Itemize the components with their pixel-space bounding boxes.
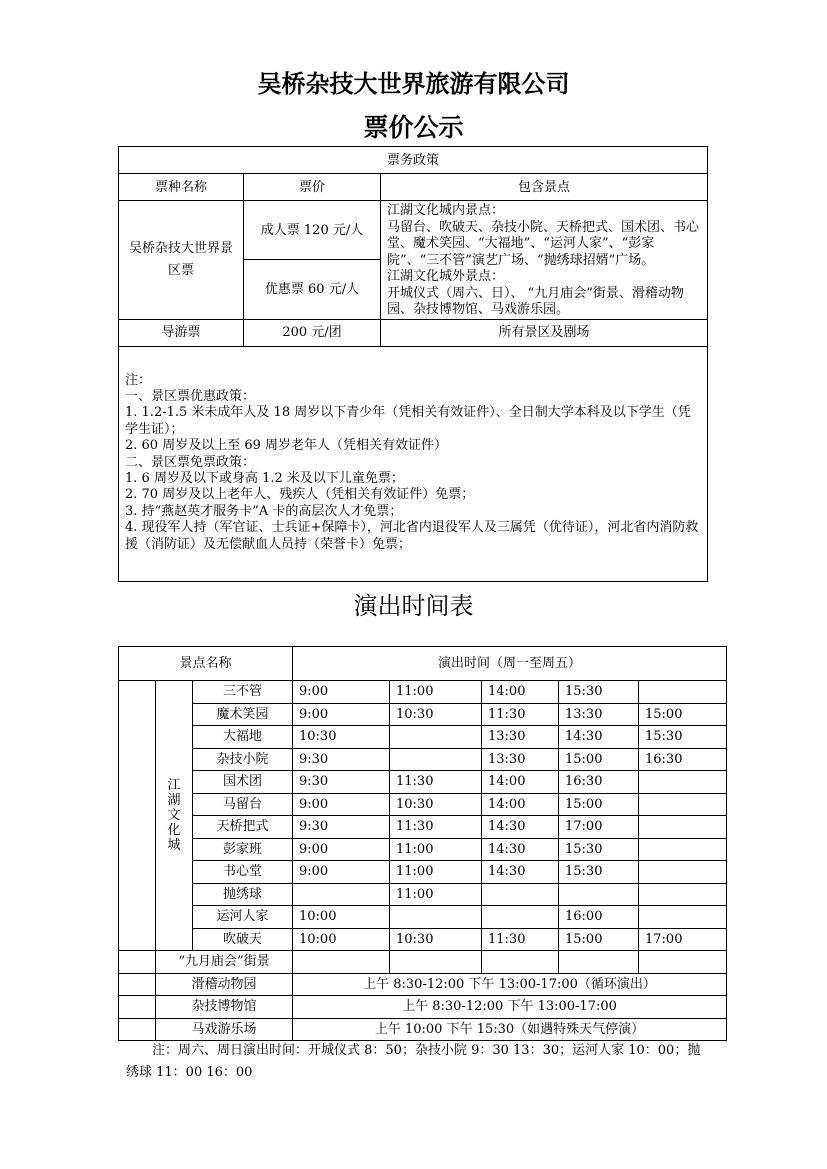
venue-name: 杂技博物馆 [156, 996, 293, 1019]
time-cell: 10:00 [293, 928, 390, 951]
time-cell: 11:30 [482, 703, 559, 726]
time-cell: 16:30 [559, 771, 639, 794]
time-cell: 上午 10:00 下午 15:30（如遇特殊天气停演） [293, 1018, 727, 1041]
col-price: 票价 [244, 174, 381, 201]
note-line: 3. 持“燕赵英才服务卡”A 卡的高层次人才免票； [125, 503, 403, 519]
time-cell: 16:00 [559, 906, 639, 929]
time-cell: 14:00 [482, 681, 559, 704]
schedule-row [119, 906, 727, 929]
includes-line: 马留台、吹破天、杂技小院、天桥把式、国术团、书心堂、魔术笑园、“大福地”、“运河人家”、“彭家院”、“三不管”演艺广场、“抛绣球招婿”广场。 [387, 219, 700, 268]
time-cell: 15:00 [559, 928, 639, 951]
time-cell: 10:30 [390, 928, 482, 951]
time-cell: 11:00 [390, 883, 482, 906]
col-ticket-type: 票种名称 [119, 174, 244, 201]
schedule-table [118, 646, 727, 1041]
time-cell [559, 883, 639, 906]
time-cell [639, 861, 727, 884]
time-cell [639, 883, 727, 906]
scenic-includes [381, 201, 708, 320]
venue-name: 马戏游乐场 [156, 1018, 293, 1041]
time-cell: 11:30 [482, 928, 559, 951]
time-cell [559, 951, 639, 974]
area-name: 江 湖 文 化 城 [156, 681, 193, 951]
time-cell: 11:00 [390, 838, 482, 861]
time-cell: 15:00 [639, 703, 727, 726]
time-cell: 9:30 [293, 771, 390, 794]
schedule-row [119, 681, 727, 704]
time-cell [390, 748, 482, 771]
time-cell: 上午 8:30-12:00 下午 13:00-17:00（循环演出） [293, 973, 727, 996]
time-cell [639, 681, 727, 704]
policy-header: 票务政策 [119, 147, 708, 174]
time-cell [293, 883, 390, 906]
time-cell [390, 906, 482, 929]
time-cell: 14:00 [482, 771, 559, 794]
time-cell: 15:00 [559, 793, 639, 816]
time-cell: 14:30 [482, 816, 559, 839]
schedule-row [119, 793, 727, 816]
time-cell: 13:30 [482, 726, 559, 749]
includes-line: 开城仪式（周六、日）、 “九月庙会”街景、滑稽动物园、杂技博物馆、马戏游乐园。 [387, 285, 684, 317]
time-cell: 15:30 [559, 681, 639, 704]
includes-line: 江湖文化城内景点： [387, 203, 505, 218]
scenic-ticket-name: 吴桥杂技大世界景区票 [119, 201, 244, 320]
venue-name: 大福地 [193, 726, 293, 749]
time-cell [639, 771, 727, 794]
guide-ticket-includes: 所有景区及剧场 [381, 319, 708, 346]
ticket-price-table [118, 146, 708, 582]
time-cell: 9:30 [293, 748, 390, 771]
venue-name: 吹破天 [193, 928, 293, 951]
time-cell [482, 951, 559, 974]
guide-ticket-name: 导游票 [119, 319, 244, 346]
time-cell: 13:30 [559, 703, 639, 726]
notes [119, 346, 708, 581]
venue-name: 抛绣球 [193, 883, 293, 906]
time-cell: 10:00 [293, 906, 390, 929]
time-cell [639, 816, 727, 839]
schedule-row [119, 703, 727, 726]
guide-ticket-price: 200 元/团 [244, 319, 381, 346]
time-cell: 9:00 [293, 793, 390, 816]
time-cell: 11:00 [390, 861, 482, 884]
note-line: 二、景区票免票政策： [125, 454, 256, 470]
schedule-row [119, 816, 727, 839]
note-line: 2. 70 周岁及以上老年人、残疾人（凭相关有效证件）免票； [125, 487, 475, 503]
schedule-row [119, 928, 727, 951]
includes-line: 江湖文化城外景点： [387, 269, 505, 284]
venue-name: 国术团 [193, 771, 293, 794]
time-cell: 9:00 [293, 861, 390, 884]
schedule-row [119, 838, 727, 861]
time-cell [639, 793, 727, 816]
col-showtimes: 演出时间（周一至周五） [293, 647, 727, 681]
time-cell: 9:00 [293, 681, 390, 704]
time-cell: 14:30 [482, 838, 559, 861]
time-cell [639, 906, 727, 929]
time-cell: 15:30 [639, 726, 727, 749]
time-cell: 14:30 [559, 726, 639, 749]
blank-cell [119, 973, 156, 996]
page-title: 票价公示 [363, 113, 464, 142]
time-cell: 上午 8:30-12:00 下午 13:00-17:00 [293, 996, 727, 1019]
time-cell [482, 906, 559, 929]
time-cell [639, 951, 727, 974]
time-cell: 15:30 [559, 861, 639, 884]
time-cell: 16:30 [639, 748, 727, 771]
time-cell: 11:00 [390, 681, 482, 704]
col-includes: 包含景点 [381, 174, 708, 201]
schedule-row [119, 861, 727, 884]
venue-name: 滑稽动物园 [156, 973, 293, 996]
blank-cell [119, 951, 156, 974]
blank-cell [119, 996, 156, 1019]
schedule-row [119, 748, 727, 771]
venue-name: 魔术笑园 [193, 703, 293, 726]
time-cell: 11:30 [390, 816, 482, 839]
note-line: 1. 6 周岁及以下或身高 1.2 米及以下儿童免票； [125, 470, 404, 486]
time-cell [482, 883, 559, 906]
note-line: 注： [125, 372, 152, 388]
time-cell: 17:00 [559, 816, 639, 839]
time-cell: 14:00 [482, 793, 559, 816]
note-line: 1. 1.2-1.5 米未成年人及 18 周岁以下青少年（凭相关有效证件）、全日制大学本科及以下学生（凭学生证）； [125, 405, 691, 437]
time-cell: 13:30 [482, 748, 559, 771]
time-cell: 9:00 [293, 703, 390, 726]
schedule-row [119, 883, 727, 906]
schedule-row [119, 726, 727, 749]
note-line: 2. 60 周岁及以上至 69 周岁老年人（凭相关有效证件） [125, 438, 448, 454]
blank-cell [119, 681, 156, 951]
venue-name: 杂技小院 [193, 748, 293, 771]
schedule-title: 演出时间表 [353, 592, 474, 620]
time-cell: 14:30 [482, 861, 559, 884]
schedule-row [119, 771, 727, 794]
note-line: 一、景区票优惠政策： [125, 388, 256, 404]
time-cell [293, 951, 390, 974]
venue-name: 彭家班 [193, 838, 293, 861]
time-cell: 10:30 [390, 703, 482, 726]
company-name: 吴桥杂技大世界旅游有限公司 [257, 69, 570, 98]
col-venue: 景点名称 [119, 647, 293, 681]
venue-name: “九月庙会”街景 [156, 951, 293, 974]
time-cell: 15:00 [559, 748, 639, 771]
time-cell: 9:30 [293, 816, 390, 839]
venue-name: 运河人家 [193, 906, 293, 929]
venue-name: 天桥把式 [193, 816, 293, 839]
blank-cell [119, 1018, 156, 1041]
time-cell [390, 951, 482, 974]
time-cell: 10:30 [390, 793, 482, 816]
discount-price: 优惠票 60 元/人 [244, 260, 381, 319]
time-cell: 11:30 [390, 771, 482, 794]
schedule-footnote: 注：周六、周日演出时间：开城仪式 8：50；杂技小院 9：30 13：30；运河人家 10：00；抛绣球 11：00 16：00 [126, 1043, 701, 1080]
time-cell: 9:00 [293, 838, 390, 861]
time-cell [639, 838, 727, 861]
venue-name: 书心堂 [193, 861, 293, 884]
time-cell: 15:30 [559, 838, 639, 861]
venue-name: 三不管 [193, 681, 293, 704]
venue-name: 马留台 [193, 793, 293, 816]
note-line: 4. 现役军人持（军官证、士兵证+保障卡），河北省内退役军人及三属凭（优待证），河北省内消防救援（消防证）及无偿献血人员持（荣誉卡）免票； [125, 520, 699, 552]
adult-price: 成人票 120 元/人 [244, 201, 381, 260]
time-cell [390, 726, 482, 749]
time-cell: 10:30 [293, 726, 390, 749]
time-cell: 17:00 [639, 928, 727, 951]
